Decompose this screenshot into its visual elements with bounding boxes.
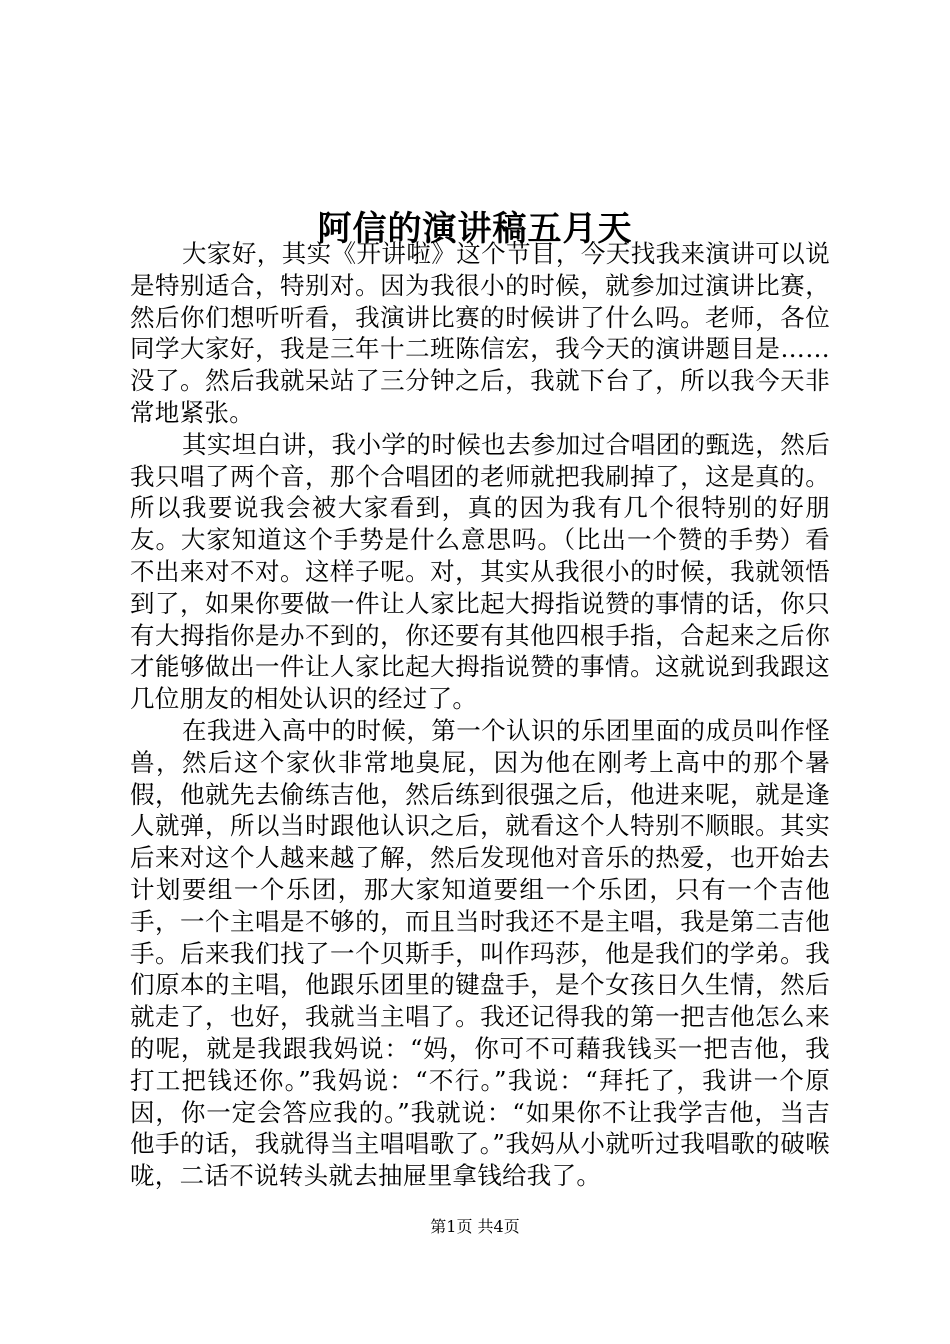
paragraph-3: 在我进入高中的时候，第一个认识的乐团里面的成员叫作怪兽，然后这个家伙非常地臭屁，因为他在刚考上高中的那个暑假，他就先去偷练吉他，然后练到很强之后，他进来呢，就是逢人就弹，所以当时跟他认识之后，就看这个人特别不顺眼。其实后来对这个人越来越了解，然后发现他对音乐的热爱，也开始去计划要组一个乐团，那大家知道要组一个乐团，只有一个吉他手，一个主唱是不够的，而且当时我还不是主唱，我是第二吉他手。后来我们找了一个贝斯手，叫作玛莎，他是我们的学弟。我们原本的主唱，他跟乐团里的键盘手，是个女孩日久生情，然后就走了，也好，我就当主唱了。我还记得我的第一把吉他怎么来的呢，就是我跟我妈说：“妈，你可不可藉我钱买一把吉他，我打工把钱还你。”我妈说：“不行。”我说：“拜托了，我讲一个原因，你一定会答应我的。”我就说：“如果你不让我学吉他，当吉他手的话，我就得当主唱唱歌了。”我妈从小就听过我唱歌的破喉咙，二话不说转头就去抽屉里拿钱给我了。 bbox=[130, 715, 830, 1191]
document-body bbox=[130, 238, 830, 1192]
paragraph-2: 其实坦白讲，我小学的时候也去参加过合唱团的甄选，然后我只唱了两个音，那个合唱团的老师就把我刷掉了，这是真的。所以我要说我会被大家看到，真的因为我有几个很特别的好朋友。大家知道这个手势是什么意思吗。（比出一个赞的手势）看不出来对不对。这样子呢。对，其实从我很小的时候，我就领悟到了，如果你要做一件让人家比起大拇指说赞的事情的话，你只有大拇指你是办不到的，你还要有其他四根手指，合起来之后你才能够做出一件让人家比起大拇指说赞的事情。这就说到我跟这几位朋友的相处认识的经过了。 bbox=[130, 429, 830, 714]
page-footer: 第1页 共4页 bbox=[430, 1217, 520, 1236]
document-title: 阿信的演讲稿五月天 bbox=[317, 208, 633, 249]
paragraph-1: 大家好，其实《开讲啦》这个节目，今天找我来演讲可以说是特别适合，特别对。因为我很小的时候，就参加过演讲比赛，然后你们想听听看，我演讲比赛的时候讲了什么吗。老师，各位同学大家好，我是三年十二班陈信宏，我今天的演讲题目是……没了。然后我就呆站了三分钟之后，我就下台了，所以我今天非常地紧张。 bbox=[130, 239, 830, 427]
